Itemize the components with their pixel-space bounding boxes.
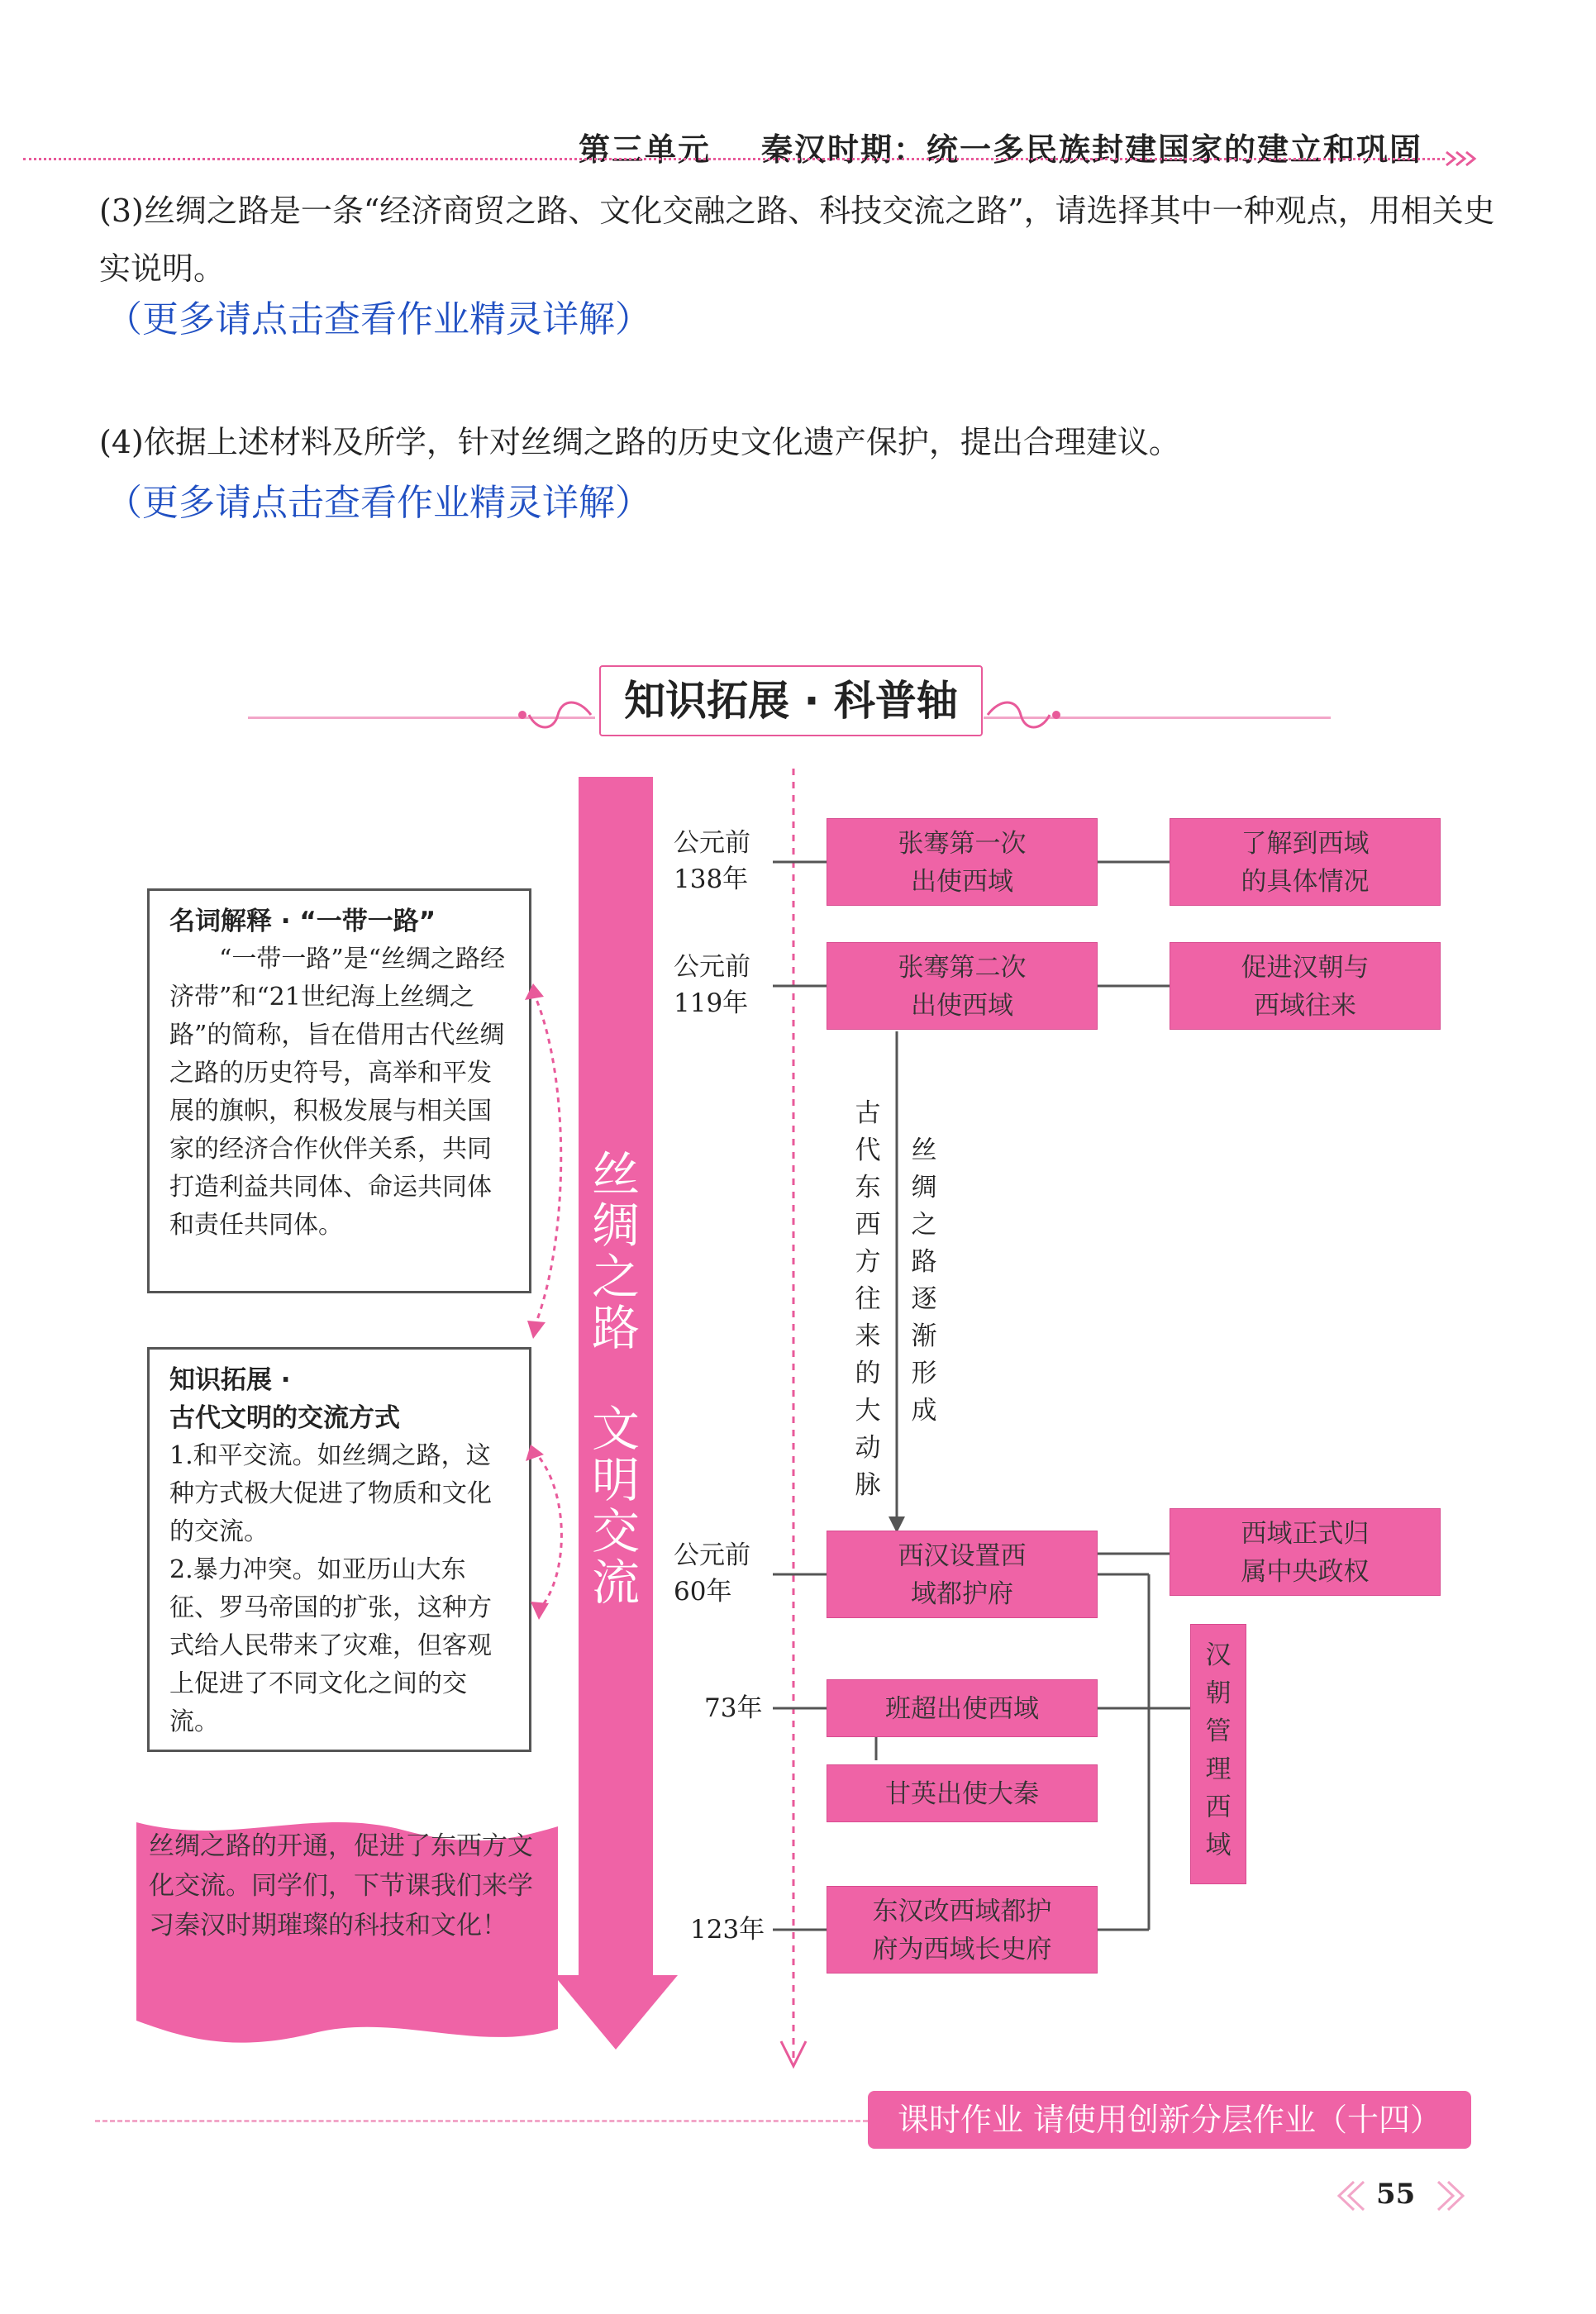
vchar: 渐 — [911, 1321, 937, 1351]
detail-link-4[interactable]: （更多请点击查看作业精灵详解） — [106, 482, 651, 524]
vchar: 绸 — [911, 1173, 937, 1202]
event-box — [827, 818, 1098, 906]
result-box — [1170, 1508, 1441, 1596]
footer-divider — [95, 2120, 868, 2122]
vchar: 理 — [1205, 1755, 1232, 1784]
unit-label: 第三单元 — [579, 131, 712, 168]
page-number: 55 — [1376, 2178, 1416, 2211]
vchar: 丝 — [911, 1136, 937, 1165]
vchar: 形 — [911, 1359, 937, 1388]
date-label — [674, 949, 750, 1021]
result-box — [1170, 818, 1441, 906]
vchar: 代 — [855, 1136, 881, 1165]
event-line: 西汉设置西 — [898, 1541, 1027, 1571]
big-arrow-char: 明 — [591, 1452, 640, 1508]
vchar: 方 — [855, 1247, 881, 1277]
result-line: 了解到西域 — [1241, 829, 1370, 859]
event-line: 班超出使西域 — [885, 1694, 1039, 1724]
date-line: 119年 — [674, 988, 749, 1018]
question-3: (3)丝绸之路是一条“经济商贸之路、文化交融之路、科技交流之路”，请选择其中一种观点，用相关史实说明。 — [99, 193, 1495, 287]
vchar: 往 — [855, 1284, 881, 1314]
vchar: 东 — [855, 1173, 881, 1202]
result-line: 促进汉朝与 — [1241, 953, 1370, 983]
vchar: 西 — [1205, 1793, 1232, 1822]
vchar: 来 — [855, 1321, 881, 1351]
event-line: 张骞第二次 — [898, 953, 1027, 983]
vchar: 域 — [1205, 1831, 1232, 1860]
vchar: 成 — [911, 1396, 937, 1426]
date-label — [674, 825, 750, 898]
vchar: 管 — [1205, 1716, 1232, 1746]
date-label — [690, 1912, 765, 1948]
date-line: 公元前 — [674, 1540, 750, 1570]
ext-title-2: 古代文明的交流方式 — [169, 1403, 400, 1433]
homework-banner: 课时作业 请使用创新分层作业（十四） — [868, 2091, 1471, 2149]
detail-link-3[interactable]: （更多请点击查看作业精灵详解） — [106, 298, 651, 340]
vchar: 脉 — [855, 1470, 881, 1500]
event-line: 府为西域长史府 — [872, 1935, 1052, 1964]
vchar: 古 — [855, 1098, 881, 1128]
event-box — [827, 1886, 1098, 1974]
term-title: 名词解释 · “一带一路” — [169, 907, 436, 936]
vchar: 路 — [911, 1247, 937, 1277]
section-title: 知识拓展 · 科普轴 — [599, 665, 983, 736]
ext-title-1: 知识拓展 · — [169, 1365, 291, 1395]
question-4: (4)依据上述材料及所学，针对丝绸之路的历史文化遗产保护，提出合理建议。 — [99, 424, 1180, 460]
result-line: 西域正式归 — [1241, 1519, 1370, 1549]
vchar: 逐 — [911, 1284, 937, 1314]
big-arrow-char: 文 — [591, 1401, 640, 1457]
term-body: “一带一路”是“丝绸之路经济带”和“21世纪海上丝绸之路”的简称，旨在借用古代丝绸之路的历史符号，高举和平发展的旗帜，积极发展与相关国家的经济合作伙伴关系，共同打造利益共同体、命运共同体和责任共同体。 — [169, 945, 506, 1240]
event-box — [827, 1679, 1098, 1737]
date-line: 公元前 — [674, 952, 750, 982]
event-box — [827, 942, 1098, 1030]
result-line: 西域往来 — [1254, 991, 1356, 1021]
han-admin-box — [1190, 1624, 1246, 1884]
vertical-text-a — [851, 1095, 884, 1504]
vchar: 汉 — [1205, 1640, 1232, 1670]
date-line: 123年 — [690, 1915, 765, 1945]
event-line: 张骞第一次 — [898, 829, 1027, 859]
date-line: 60年 — [674, 1577, 732, 1607]
event-line: 东汉改西域都护 — [872, 1897, 1052, 1926]
event-box — [827, 1764, 1098, 1822]
event-line: 出使西域 — [911, 867, 1013, 897]
date-line: 公元前 — [674, 828, 750, 858]
big-arrow-char: 绸 — [591, 1197, 640, 1254]
vchar: 西 — [855, 1210, 881, 1240]
date-line: 73年 — [704, 1693, 763, 1723]
date-line: 138年 — [674, 864, 749, 894]
big-arrow-char: 交 — [591, 1503, 640, 1559]
big-arrow-char: 流 — [591, 1555, 640, 1611]
vchar: 大 — [855, 1396, 881, 1426]
event-line: 甘英出使大秦 — [885, 1779, 1039, 1809]
result-line: 的具体情况 — [1241, 867, 1370, 897]
event-box — [827, 1531, 1098, 1618]
result-box — [1170, 942, 1441, 1030]
vchar: 动 — [855, 1433, 881, 1463]
vchar: 的 — [855, 1359, 881, 1388]
unit-title: 秦汉时期：统一多民族封建国家的建立和巩固 — [760, 131, 1422, 168]
vchar: 朝 — [1205, 1678, 1232, 1708]
big-arrow-char: 路 — [591, 1300, 640, 1356]
event-line: 出使西域 — [911, 991, 1013, 1021]
vchar: 之 — [911, 1210, 937, 1240]
big-arrow-char: 丝 — [591, 1146, 640, 1202]
result-line: 属中央政权 — [1241, 1557, 1370, 1587]
ext-p1: 1.和平交流。如丝绸之路，这种方式极大促进了物质和文化的交流。 — [169, 1441, 492, 1546]
flag-text: 丝绸之路的开通，促进了东西方文化交流。同学们，下节课我们来学习秦汉时期璀璨的科技和文化！ — [149, 1831, 533, 1940]
event-line: 域都护府 — [911, 1579, 1013, 1609]
vertical-text-b — [908, 1132, 941, 1430]
big-arrow-char: 之 — [591, 1249, 640, 1305]
date-label — [704, 1690, 762, 1726]
ext-p2: 2.暴力冲突。如亚历山大东征、罗马帝国的扩张，这种方式给人民带来了灾难，但客观上促进了不同文化之间的交流。 — [169, 1555, 492, 1736]
date-label — [674, 1537, 750, 1610]
